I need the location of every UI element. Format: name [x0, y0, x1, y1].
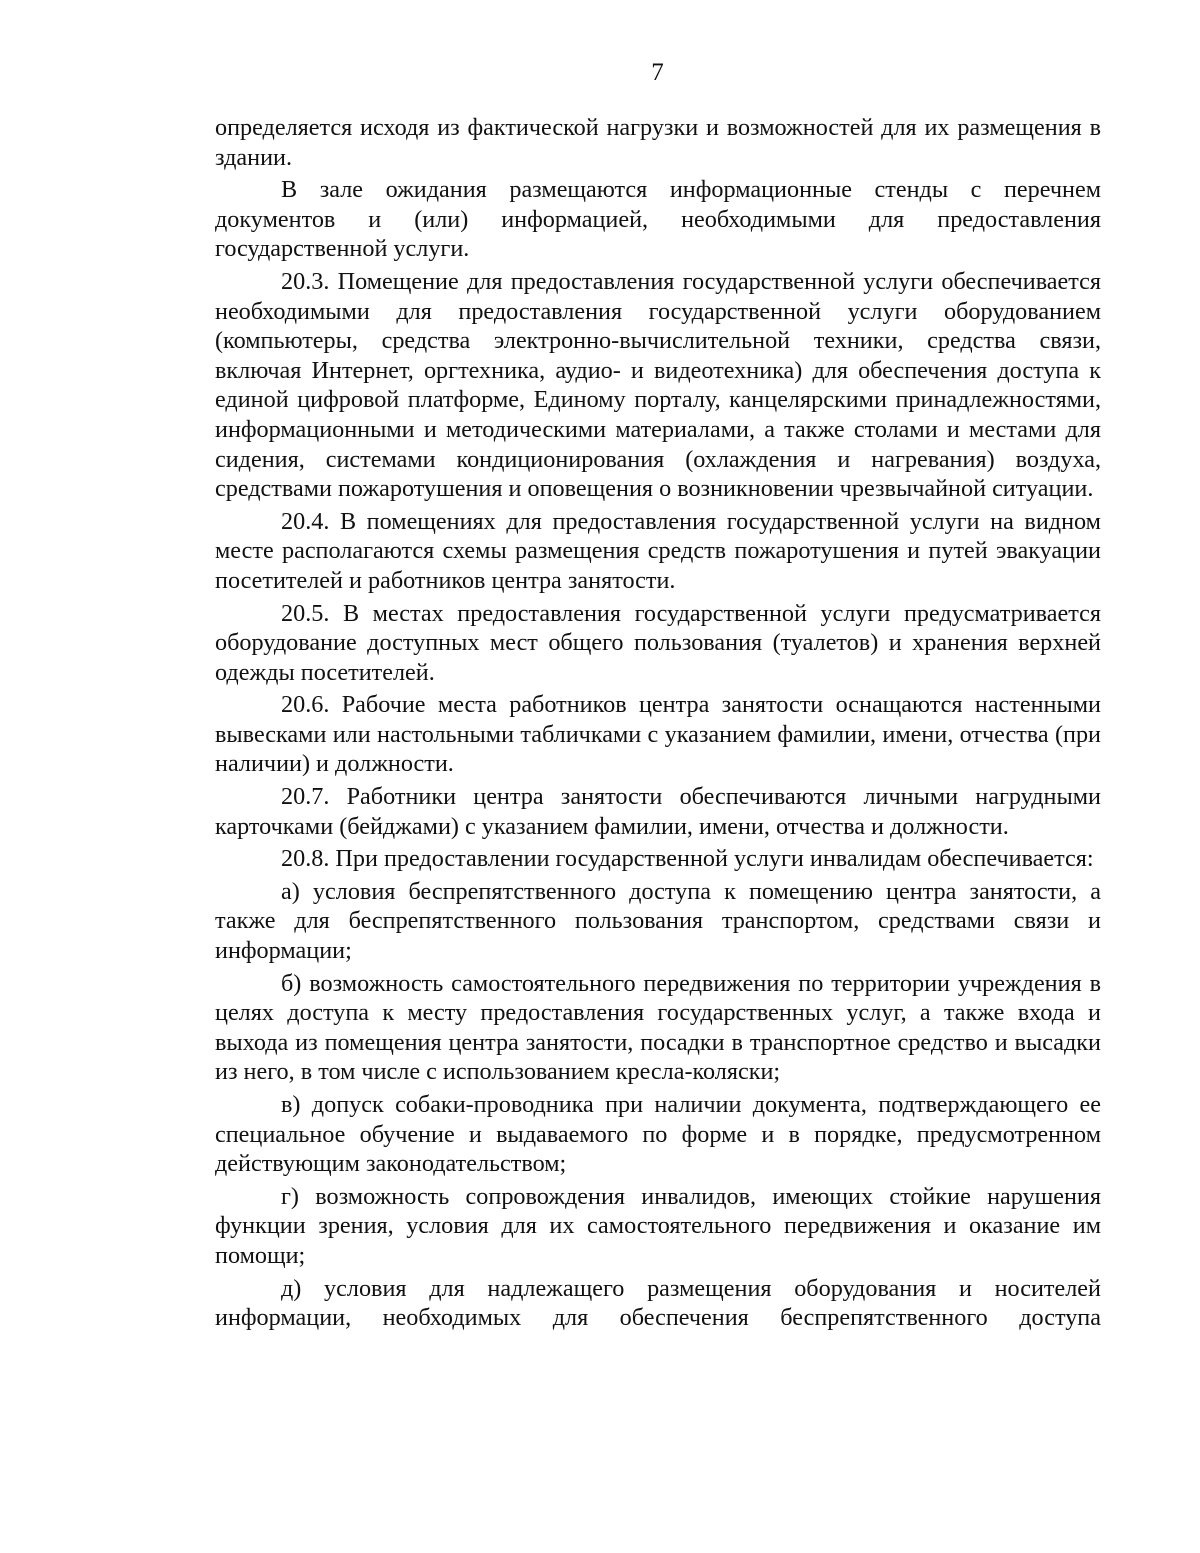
list-item-a: а) условия беспрепятственного доступа к помещению центра занятости, а также для беспрепятственного пользования транспортом, средствами связи и информации; [215, 877, 1101, 965]
paragraph-20-5: 20.5. В местах предоставления государственной услуги предусматривается оборудование доступных мест общего пользования (туалетов) и хранения верхней одежды посетителей. [215, 599, 1101, 686]
page-number: 7 [651, 59, 664, 86]
list-item-d: д) условия для надлежащего размещения оборудования и носителей информации, необходимых для обеспечения беспрепятственного доступа [215, 1274, 1101, 1332]
list-item-g: г) возможность сопровождения инвалидов, имеющих стойкие нарушения функции зрения, условия для их самостоятельного передвижения и оказание им помощи; [215, 1182, 1101, 1269]
list-item-b: б) возможность самостоятельного передвижения по территории учреждения в целях доступа к месту предоставления государственных услуг, а также входа и выхода из помещения центра занятости, посадки в транспортное средство и высадки из него, в том числе с использованием кресла-коляски; [215, 969, 1101, 1086]
paragraph-20-4: 20.4. В помещениях для предоставления государственной услуги на видном месте располагаются схемы размещения средств пожаротушения и путей эвакуации посетителей и работников центра занятости. [215, 507, 1101, 594]
list-item-v: в) допуск собаки-проводника при наличии документа, подтверждающего ее специальное обучение и выдаваемого по форме и в порядке, предусмотренном действующим законодательством; [215, 1091, 1101, 1178]
paragraph-continuation: определяется исходя из фактической нагрузки и возможностей для их размещения в здании. [215, 114, 1101, 171]
paragraph-20-7: 20.7. Работники центра занятости обеспечиваются личными нагрудными карточками (бейджами) с указанием фамилии, имени, отчества и должности. [215, 783, 1101, 840]
document-body [215, 113, 1101, 1336]
paragraph-20-6: 20.6. Рабочие места работников центра занятости оснащаются настенными вывесками или настольными табличками с указанием фамилии, имени, отчества (при наличии) и должности. [215, 691, 1101, 778]
paragraph-20-3: 20.3. Помещение для предоставления государственной услуги обеспечивается необходимыми для предоставления государственной услуги оборудованием (компьютеры, средства электронно-вычислительной техники, средства связи, включая Интернет, оргтехника, аудио- и видеотехника) для обеспечения доступа к единой цифровой платформе, Единому порталу, канцелярскими принадлежностями, информационными и методическими материалами, а также столами и местами для сидения, системами кондиционирования (охлаждения и нагревания) воздуха, средствами пожаротушения и оповещения о возникновении чрезвычайной ситуации. [215, 267, 1101, 503]
paragraph-20-8: 20.8. При предоставлении государственной услуги инвалидам обеспечивается: [281, 845, 1094, 873]
paragraph-waiting-room-stands: В зале ожидания размещаются информационные стенды с перечнем документов и (или) информацией, необходимыми для предоставления государственной услуги. [215, 176, 1101, 263]
